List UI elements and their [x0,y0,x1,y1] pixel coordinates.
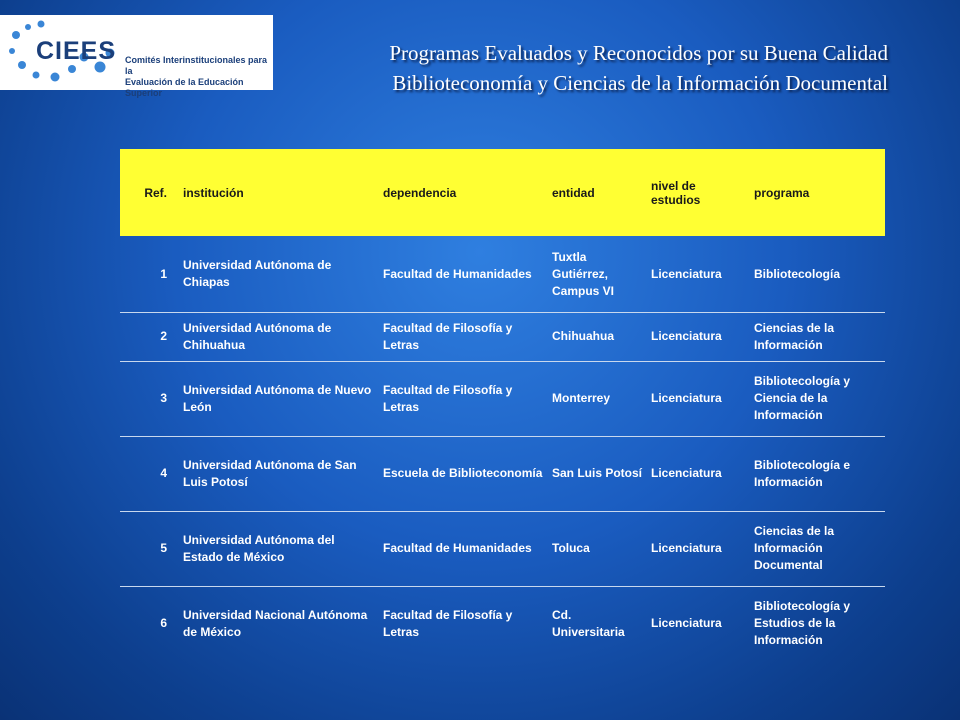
logo-subtitle [125,55,270,99]
cell-ref: 3 [160,391,167,405]
header-programa: programa [754,185,810,200]
cell-entidad: Tuxtla Gutiérrez, Campus VI [552,249,615,298]
row-divider [120,361,885,362]
logo-subtitle-line1: Comités Interinstitucionales para la [125,55,268,76]
row-divider [120,511,885,512]
cell-programa: Bibliotecología y Estudios de la Información [754,599,851,647]
cell-nivel: Licenciatura [651,266,722,281]
cell-programa: Ciencias de la Información Documental [754,524,835,572]
cell-dependencia: Escuela de Biblioteconomía [383,466,543,480]
cell-institucion: Universidad Nacional Autónoma de México [183,607,368,639]
cell-entidad: Monterrey [552,391,611,405]
cell-nivel: Licenciatura [651,466,722,480]
cell-institucion: Universidad Autónoma de Chihuahua [183,320,332,352]
cell-institucion: Universidad Autónoma del Estado de México [183,532,335,564]
logo-subtitle-line2: Evaluación de la Educación Superior [125,77,244,98]
cell-ref: 4 [160,466,167,480]
header-nivel: nivel de estudios [651,178,701,207]
header-ref: Ref. [144,185,167,200]
row-divider [120,436,885,437]
cell-ref: 5 [160,541,167,555]
cell-nivel: Licenciatura [651,541,722,555]
cell-programa: Ciencias de la Información [754,320,835,352]
row-divider [120,312,885,313]
cell-institucion: Universidad Autónoma de Chiapas [183,258,332,289]
page-title [389,38,888,98]
cell-dependencia: Facultad de Humanidades [383,266,532,281]
cell-dependencia: Facultad de Humanidades [383,541,532,555]
cell-dependencia: Facultad de Filosofía y Letras [383,320,513,352]
cell-nivel: Licenciatura [651,329,722,343]
cell-entidad: Toluca [552,541,590,555]
title-line2: Biblioteconomía y Ciencias de la Información Documental [392,71,888,95]
row-divider [120,586,885,587]
cell-entidad: Chihuahua [552,329,614,343]
cell-nivel: Licenciatura [651,391,722,405]
title-line1: Programas Evaluados y Reconocidos por su Buena Calidad [389,41,888,65]
cell-dependencia: Facultad de Filosofía y Letras [383,607,513,639]
ciees-logo [0,15,273,98]
cell-entidad: Cd. Universitaria [552,607,625,639]
header-entidad: entidad [552,185,595,200]
cell-programa: Bibliotecología e Información [754,457,851,489]
cell-entidad: San Luis Potosí [552,466,643,480]
cell-ref: 1 [160,266,167,281]
cell-institucion: Universidad Autónoma de San Luis Potosí [183,457,357,489]
cell-dependencia: Facultad de Filosofía y Letras [383,382,513,414]
cell-nivel: Licenciatura [651,616,722,630]
cell-ref: 6 [160,616,167,630]
cell-institucion: Universidad Autónoma de Nuevo León [183,382,372,414]
header-dependencia: dependencia [383,185,457,200]
cell-programa: Bibliotecología [754,266,841,281]
cell-ref: 2 [160,329,167,343]
logo-name: CIEES [36,37,117,65]
header-institucion: institución [183,185,244,200]
cell-programa: Bibliotecología y Ciencia de la Información [754,374,851,422]
